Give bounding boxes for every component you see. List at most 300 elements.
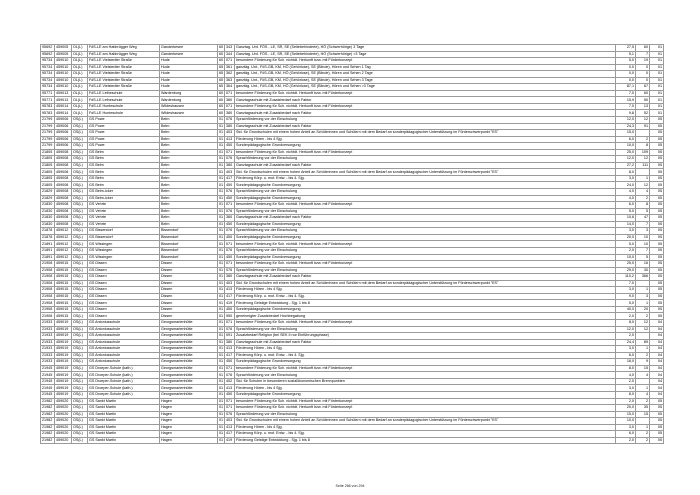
cell-district: 05 — [650, 313, 664, 320]
cell-description: ganztäg. Unt., FöS-GB, KM, HÖ (Gehörlose), SE (Blinde), Hören und Sehen 3 Tage — [235, 77, 616, 84]
cell-key-code: 450 — [225, 143, 235, 150]
cell-school-number: 95734 — [41, 77, 55, 84]
cell-key-code: 076 — [225, 247, 235, 254]
cell-school-number: 95692 — [41, 45, 55, 52]
cell-district: 01 — [650, 45, 664, 52]
cell-hours: 10,6 — [616, 215, 636, 222]
cell-description: Förderung Hören - bis 4 Sjg. — [235, 136, 616, 143]
cell-hours: 7,0 — [616, 103, 636, 110]
cell-authority-number: 459020 — [55, 437, 72, 444]
cell-school-number: 95771 — [41, 90, 55, 97]
cell-count: 111 — [636, 162, 650, 169]
cell-school-type-code: 60 — [219, 104, 224, 109]
cell-region: OS(L) — [72, 149, 88, 156]
cell-school-type-code: 01 — [219, 313, 224, 318]
cell-school-number: 21805 — [41, 182, 55, 189]
cell-description: besondere Förderung für Sch. nichtdt. Herkunft bzw. mit Förderkonzept — [235, 58, 616, 65]
cell-district: 05 — [650, 208, 664, 215]
cell-municipality: Ganderkesee — [160, 45, 218, 52]
cell-region: OS(L) — [72, 247, 88, 254]
cell-school-name: GS Sankt Martin — [88, 411, 160, 418]
cell-key-code: 071 — [225, 202, 235, 209]
cell-hours: 25,0 — [616, 261, 636, 268]
cell-district: 04 — [650, 352, 664, 359]
cell-key-code: 361 — [225, 64, 235, 71]
cell-school-number: 21945 — [41, 391, 55, 398]
cell-school-name: GS Droeper-Schule (kath.) — [88, 385, 160, 392]
cell-hours: 12,0 — [616, 117, 636, 124]
cell-region: OS(L) — [72, 333, 88, 340]
cell-key-code: 403 — [225, 280, 235, 287]
cell-district: 01 — [650, 58, 664, 65]
cell-municipality: Bissendorf — [160, 228, 218, 235]
cell-school-name: GS Droeper-Schule (kath.) — [88, 365, 160, 372]
cell-authority-number: 459008 — [55, 208, 72, 215]
cell-authority-number: 459020 — [55, 431, 72, 438]
cell-hours: 6,0 — [616, 202, 636, 209]
cell-school-number: 21908 — [41, 306, 55, 313]
cell-school-type-code: 01 — [219, 248, 224, 253]
table-row — [41, 437, 664, 444]
cell-school-type-code: 01 — [219, 339, 224, 344]
cell-school-number: 21945 — [41, 365, 55, 372]
cell-district: 01 — [650, 51, 664, 58]
cell-region: OS(L) — [72, 313, 88, 320]
cell-description: Sprachförderung vor der Einschulung — [235, 189, 616, 196]
cell-municipality: Hagen — [160, 418, 218, 425]
cell-region: OS(L) — [72, 202, 88, 209]
cell-school-type-code: 01 — [219, 176, 224, 181]
cell-description: Ganztagsschule mit Zusatzbedarf nach Faktor — [235, 97, 616, 104]
cell-authority-number: 459005 — [55, 45, 72, 52]
cell-school-name: FdS-LE Letheschule — [88, 90, 160, 97]
cell-municipality: Belm — [160, 195, 218, 202]
cell-key-code: 413 — [225, 136, 235, 143]
cell-municipality: Belm — [160, 162, 218, 169]
cell-count: 10 — [636, 241, 650, 248]
cell-description: Std. für Grundschulen mit einem hohen Anteil an Schülerinnen und Schülern mit dem Bedarf an sonderpädagogischer Unterstützung im Förderschwerpunkt "ES" — [235, 280, 616, 287]
cell-hours: 2,0 — [616, 313, 636, 320]
cell-school-name: GS Sankt Martin — [88, 437, 160, 444]
cell-school-number: 21933 — [41, 352, 55, 359]
cell-authority-number: 459015 — [55, 287, 72, 294]
cell-school-name: GS Sankt Martin — [88, 418, 160, 425]
cell-municipality: Hude — [160, 71, 218, 78]
cell-description: ganztäg. Unt., FöS-GB, KM, HÖ (Gehörlose), SE (Blinde), Hören und Sehen 1 Tag — [235, 64, 616, 71]
cell-school-name: GS Vehrte — [88, 221, 160, 228]
cell-key-code: 403 — [225, 169, 235, 176]
cell-district: 05 — [650, 156, 664, 163]
cell-school-type-code: 01 — [219, 293, 224, 298]
cell-description: Sonderpädagogische Grundversorgung — [235, 254, 616, 261]
cell-hours: 9,0 — [616, 293, 636, 300]
cell-school-name: GS Belm — [88, 162, 160, 169]
cell-district: 05 — [650, 280, 664, 287]
cell-school-number: 21805 — [41, 156, 55, 163]
cell-authority-number: 459014 — [55, 110, 72, 117]
cell-region: OS(L) — [72, 418, 88, 425]
cell-municipality: Belm — [160, 202, 218, 209]
cell-municipality: Hude — [160, 77, 218, 84]
cell-authority-number: 459008 — [55, 162, 72, 169]
cell-key-code: 364 — [225, 84, 235, 91]
cell-description: Ganztagsschule mit Zusatzbedarf nach Faktor — [235, 339, 616, 346]
cell-school-number: 95783 — [41, 103, 55, 110]
cell-district: 05 — [650, 221, 664, 228]
cell-municipality: Belm — [160, 149, 218, 156]
cell-municipality: Bissendorf — [160, 241, 218, 248]
cell-district: 05 — [650, 411, 664, 418]
cell-school-name: GS Powe — [88, 117, 160, 124]
cell-authority-number: 459019 — [55, 346, 72, 353]
cell-district: 05 — [650, 182, 664, 189]
cell-school-name: GS Powe — [88, 123, 160, 130]
cell-description: Förderung Körp. u. mot. Entw. - bis 4. Sjg. — [235, 431, 616, 438]
cell-hours: 12,0 — [616, 156, 636, 163]
cell-authority-number: 459012 — [55, 241, 72, 248]
cell-district: 01 — [650, 84, 664, 91]
cell-count: 5 — [636, 208, 650, 215]
cell-count: 12 — [636, 156, 650, 163]
cell-authority-number: 459020 — [55, 424, 72, 431]
cell-school-name: GS Droeper-Schule (kath.) — [88, 391, 160, 398]
cell-hours: 6,0 — [616, 352, 636, 359]
cell-school-name: GS Powe — [88, 130, 160, 137]
cell-school-name: GS Belm — [88, 182, 160, 189]
cell-region: OS(L) — [72, 293, 88, 300]
cell-description: genehmigter Zusatzbedarf Hochbegabung — [235, 313, 616, 320]
cell-authority-number: 459020 — [55, 411, 72, 418]
cell-school-type-code: 01 — [219, 280, 224, 285]
cell-municipality: Hude — [160, 64, 218, 71]
cell-school-name: GS Antoniusschule — [88, 319, 160, 326]
cell-description: Förderung Hören - bis 4 Sjg. — [235, 385, 616, 392]
cell-school-type-code: 01 — [219, 156, 224, 161]
cell-district: 05 — [650, 287, 664, 294]
cell-district: 05 — [650, 189, 664, 196]
cell-school-number: 21982 — [41, 418, 55, 425]
cell-authority-number: 459010 — [55, 84, 72, 91]
cell-hours: 8,0 — [616, 169, 636, 176]
cell-description: Sonderpädagogische Grundversorgung — [235, 359, 616, 366]
cell-description: Ganztagsschule mit Zusatzbedarf nach Faktor — [235, 162, 616, 169]
cell-school-number: 21982 — [41, 398, 55, 405]
cell-description: besondere Förderung für Sch. nichtdt. Herkunft bzw. mit Förderkonzept — [235, 149, 616, 156]
cell-region: OL(L) — [72, 64, 88, 71]
cell-school-name: GS Sankt Martin — [88, 405, 160, 412]
cell-key-code: 419 — [225, 300, 235, 307]
cell-municipality: Georgsmarienhütte — [160, 365, 218, 372]
cell-count: 15 — [636, 411, 650, 418]
cell-school-type-code: 01 — [219, 117, 224, 122]
cell-authority-number: 459008 — [55, 215, 72, 222]
cell-count: 2 — [636, 431, 650, 438]
cell-hours: 0,0 — [616, 71, 636, 78]
cell-district: 05 — [650, 228, 664, 235]
cell-school-name: GS Wissingen — [88, 241, 160, 248]
cell-authority-number: 459019 — [55, 359, 72, 366]
cell-authority-number: 459015 — [55, 306, 72, 313]
cell-authority-number: 459019 — [55, 378, 72, 385]
cell-count: 2 — [636, 352, 650, 359]
cell-description: Förderung Körp. u. mot. Entw. - bis 4. Sjg. — [235, 293, 616, 300]
cell-hours: 3,0 — [616, 228, 636, 235]
cell-school-name: GS Droeper-Schule (kath.) — [88, 378, 160, 385]
cell-district: 05 — [650, 274, 664, 281]
cell-school-type-code: 01 — [219, 398, 224, 403]
cell-region: OS(L) — [72, 254, 88, 261]
cell-description: Ganztagsschule mit Zusatzbedarf nach Faktor — [235, 215, 616, 222]
cell-municipality: Georgsmarienhütte — [160, 333, 218, 340]
cell-school-name: GS Dissen — [88, 261, 160, 268]
cell-description: Ganztag. Unt. FÖS - LE, SR, SE (Seitebehinderte), HÖ (Schwerhörige) 3 Tage — [235, 45, 616, 52]
cell-school-number: 21933 — [41, 359, 55, 366]
cell-school-name: GS Dissen — [88, 267, 160, 274]
cell-school-name: GS Antoniusschule — [88, 333, 160, 340]
cell-authority-number: 459008 — [55, 182, 72, 189]
cell-count: 1 — [636, 175, 650, 182]
cell-hours: 25,0 — [616, 149, 636, 156]
cell-school-name: FdS-LE Vielstedter Straße — [88, 71, 160, 78]
cell-key-code: 344 — [225, 51, 235, 58]
cell-municipality: Hagen — [160, 411, 218, 418]
cell-description: Förderung Hören - bis 4 Sjg. — [235, 424, 616, 431]
cell-hours: 2,0 — [616, 437, 636, 444]
cell-district: 04 — [650, 319, 664, 326]
cell-authority-number: 459010 — [55, 77, 72, 84]
cell-region: OL(L) — [72, 71, 88, 78]
cell-description: besondere Förderung für Sch. nichtdt. Herkunft bzw. mit Förderkonzept — [235, 261, 616, 268]
cell-school-number: 21908 — [41, 280, 55, 287]
cell-school-type-code: 01 — [219, 202, 224, 207]
cell-authority-number: 459015 — [55, 313, 72, 320]
cell-school-number: 21908 — [41, 313, 55, 320]
cell-hours: 20,0 — [616, 405, 636, 412]
cell-count: 10 — [636, 234, 650, 241]
cell-district: 05 — [650, 162, 664, 169]
cell-count: 19 — [636, 58, 650, 65]
cell-description: Förderung Hören - bis 4 Sjg. — [235, 287, 616, 294]
cell-authority-number: 459015 — [55, 293, 72, 300]
cell-school-type-code: 01 — [219, 320, 224, 325]
cell-school-type-code: 01 — [219, 379, 224, 384]
cell-school-name: GS Vehrte — [88, 208, 160, 215]
cell-school-number: 95783 — [41, 110, 55, 117]
cell-key-code: 450 — [225, 195, 235, 202]
cell-hours: 5,0 — [616, 300, 636, 307]
cell-municipality: Wardenburg — [160, 90, 218, 97]
cell-key-code: 417 — [225, 293, 235, 300]
cell-district: 04 — [650, 359, 664, 366]
cell-school-name: FdS-LE Vielstedter Straße — [88, 58, 160, 65]
cell-school-type-code: 01 — [219, 365, 224, 370]
cell-school-name: GS Dissen — [88, 306, 160, 313]
cell-description: Std. für Grundschulen mit einem hohen Anteil an Schülerinnen und Schülern mit dem Bedarf an sonderpädagogischer Unterstützung im Förderschwerpunkt "ES" — [235, 130, 616, 137]
cell-region: OS(L) — [72, 195, 88, 202]
cell-district: 05 — [650, 261, 664, 268]
cell-school-number: 21908 — [41, 300, 55, 307]
cell-authority-number: 459012 — [55, 254, 72, 261]
cell-description: besondere Förderung für Sch. nichtdt. Herkunft bzw. mit Förderkonzept — [235, 241, 616, 248]
cell-district: 05 — [650, 398, 664, 405]
cell-description: Ganztagsschule mit Zusatzbedarf nach Faktor — [235, 274, 616, 281]
cell-school-type-code: 01 — [219, 326, 224, 331]
cell-description: besondere Förderung für Sch. nichtdt. Herkunft bzw. mit Förderkonzept — [235, 405, 616, 412]
cell-hours: 8,0 — [616, 391, 636, 398]
cell-authority-number: 459015 — [55, 274, 72, 281]
cell-school-name: GS Antoniusschule — [88, 326, 160, 333]
cell-key-code: 071 — [225, 405, 235, 412]
cell-municipality: Hude — [160, 84, 218, 91]
cell-region: OL(L) — [72, 51, 88, 58]
cell-hours: 5,0 — [616, 58, 636, 65]
cell-description: Zusatzbedarf Religion (bei SEK II nur Einführungsphase) — [235, 333, 616, 340]
cell-description: besondere Förderung für Sch. nichtdt. Herkunft bzw. mit Förderkonzept — [235, 202, 616, 209]
cell-school-type-code: 65 — [219, 77, 224, 82]
cell-hours: 15,0 — [616, 130, 636, 137]
cell-count: 60 — [636, 90, 650, 97]
cell-description: Förderung Geistige Entwicklung - Sjg. 1 bis 8 — [235, 300, 616, 307]
cell-district: 05 — [650, 293, 664, 300]
cell-description: ganztäg. Unt., FöS-GB, KM, HÖ (Gehörlose), SE (Blinde), Hören und Sehen 2 Tage — [235, 71, 616, 78]
cell-municipality: Hagen — [160, 398, 218, 405]
cell-school-name: GS Powe — [88, 143, 160, 150]
cell-description: Sprachförderung vor der Einschulung — [235, 372, 616, 379]
cell-key-code: 071 — [225, 90, 235, 97]
cell-hours: 7,0 — [616, 280, 636, 287]
cell-school-number: 21829 — [41, 195, 55, 202]
cell-count: 4 — [636, 372, 650, 379]
cell-school-type-code: 01 — [219, 208, 224, 213]
cell-hours: 7,0 — [616, 90, 636, 97]
cell-district: 04 — [650, 365, 664, 372]
cell-authority-number: 459020 — [55, 405, 72, 412]
cell-description: besondere Förderung für Sch. nichtdt. Herkunft bzw. mit Förderkonzept — [235, 398, 616, 405]
cell-description: Sprachförderung vor der Einschulung — [235, 156, 616, 163]
cell-key-code: 076 — [225, 208, 235, 215]
cell-region: OS(L) — [72, 234, 88, 241]
cell-key-code: 403 — [225, 418, 235, 425]
cell-school-type-code: 01 — [219, 372, 224, 377]
cell-school-type-code: 01 — [219, 346, 224, 351]
cell-region: OS(L) — [72, 365, 88, 372]
cell-district: 05 — [650, 202, 664, 209]
cell-description: Sprachförderung vor der Einschulung — [235, 208, 616, 215]
cell-authority-number: 459008 — [55, 175, 72, 182]
cell-school-type-code: 01 — [219, 287, 224, 292]
cell-school-type-code: 01 — [219, 405, 224, 410]
cell-district: 01 — [650, 97, 664, 104]
cell-key-code: 450 — [225, 221, 235, 228]
cell-school-number: 21799 — [41, 123, 55, 130]
cell-municipality: Dissen — [160, 306, 218, 313]
cell-hours: 4,0 — [616, 195, 636, 202]
cell-district: 05 — [650, 130, 664, 137]
cell-district: 04 — [650, 372, 664, 379]
cell-school-number: 21799 — [41, 136, 55, 143]
cell-municipality: Belm — [160, 123, 218, 130]
cell-description: Förderung Hören - bis 4 Sjg. — [235, 346, 616, 353]
cell-school-type-code: 60 — [219, 91, 224, 95]
cell-school-number: 21908 — [41, 287, 55, 294]
cell-district: 01 — [650, 77, 664, 84]
cell-description: besondere Förderung für Sch. nichtdt. Herkunft bzw. mit Förderkonzept — [235, 319, 616, 326]
cell-key-code: 419 — [225, 437, 235, 444]
cell-hours: 0,0 — [616, 64, 636, 71]
cell-count: 15 — [636, 365, 650, 372]
cell-school-number: 21945 — [41, 372, 55, 379]
cell-authority-number: 459006 — [55, 123, 72, 130]
cell-count: 16 — [636, 261, 650, 268]
cell-region: OS(L) — [72, 346, 88, 353]
cell-hours: 14,0 — [616, 221, 636, 228]
cell-count: 89 — [636, 339, 650, 346]
cell-school-name: GS Antoniusschule — [88, 346, 160, 353]
cell-school-type-code: 60 — [219, 45, 224, 50]
cell-hours: 24,4 — [616, 339, 636, 346]
cell-authority-number: 459006 — [55, 117, 72, 124]
cell-authority-number: 459005 — [55, 51, 72, 58]
cell-district: 05 — [650, 117, 664, 124]
cell-region: OS(L) — [72, 123, 88, 130]
cell-key-code: 343 — [225, 45, 235, 52]
cell-key-code: 413 — [225, 424, 235, 431]
cell-municipality: Georgsmarienhütte — [160, 339, 218, 346]
cell-hours: 5,1 — [616, 51, 636, 58]
cell-hours: 3,0 — [616, 346, 636, 353]
cell-count: 67 — [636, 84, 650, 91]
cell-region: OS(L) — [72, 156, 88, 163]
cell-region: OS(L) — [72, 326, 88, 333]
cell-municipality: Dissen — [160, 280, 218, 287]
cell-school-name: GS Belm-Icker — [88, 195, 160, 202]
cell-school-type-code: 60 — [219, 97, 224, 102]
cell-authority-number: 459006 — [55, 130, 72, 137]
cell-region: OS(L) — [72, 169, 88, 176]
cell-school-type-code: 65 — [219, 64, 224, 69]
cell-school-name: GS Antoniusschule — [88, 359, 160, 366]
cell-hours: 29,0 — [616, 267, 636, 274]
cell-authority-number: 459010 — [55, 71, 72, 78]
cell-hours: 10,0 — [616, 254, 636, 261]
cell-region: OL(L) — [72, 110, 88, 117]
cell-municipality: Belm — [160, 143, 218, 150]
cell-count: 1 — [636, 346, 650, 353]
cell-region: OS(L) — [72, 339, 88, 346]
cell-district: 05 — [650, 241, 664, 248]
cell-municipality: Hagen — [160, 437, 218, 444]
cell-description: Sprachförderung vor der Einschulung — [235, 228, 616, 235]
cell-key-code: 076 — [225, 189, 235, 196]
cell-school-number: 21891 — [41, 247, 55, 254]
cell-school-name: GS Dissen — [88, 300, 160, 307]
cell-school-type-code: 01 — [219, 267, 224, 272]
cell-school-number: 21799 — [41, 143, 55, 150]
cell-municipality: Georgsmarienhütte — [160, 372, 218, 379]
cell-hours: 27,2 — [616, 162, 636, 169]
cell-district: 04 — [650, 326, 664, 333]
cell-municipality: Georgsmarienhütte — [160, 359, 218, 366]
cell-hours: 9,8 — [616, 110, 636, 117]
cell-key-code: 071 — [225, 319, 235, 326]
cell-region: OS(L) — [72, 143, 88, 150]
cell-school-type-code: 01 — [219, 352, 224, 357]
cell-school-number: 21878 — [41, 228, 55, 235]
cell-count: 47 — [636, 215, 650, 222]
cell-hours: 2,0 — [616, 247, 636, 254]
cell-authority-number: 459014 — [55, 103, 72, 110]
cell-description: Ganztagsschule mit Zusatzbedarf nach Faktor — [235, 110, 616, 117]
